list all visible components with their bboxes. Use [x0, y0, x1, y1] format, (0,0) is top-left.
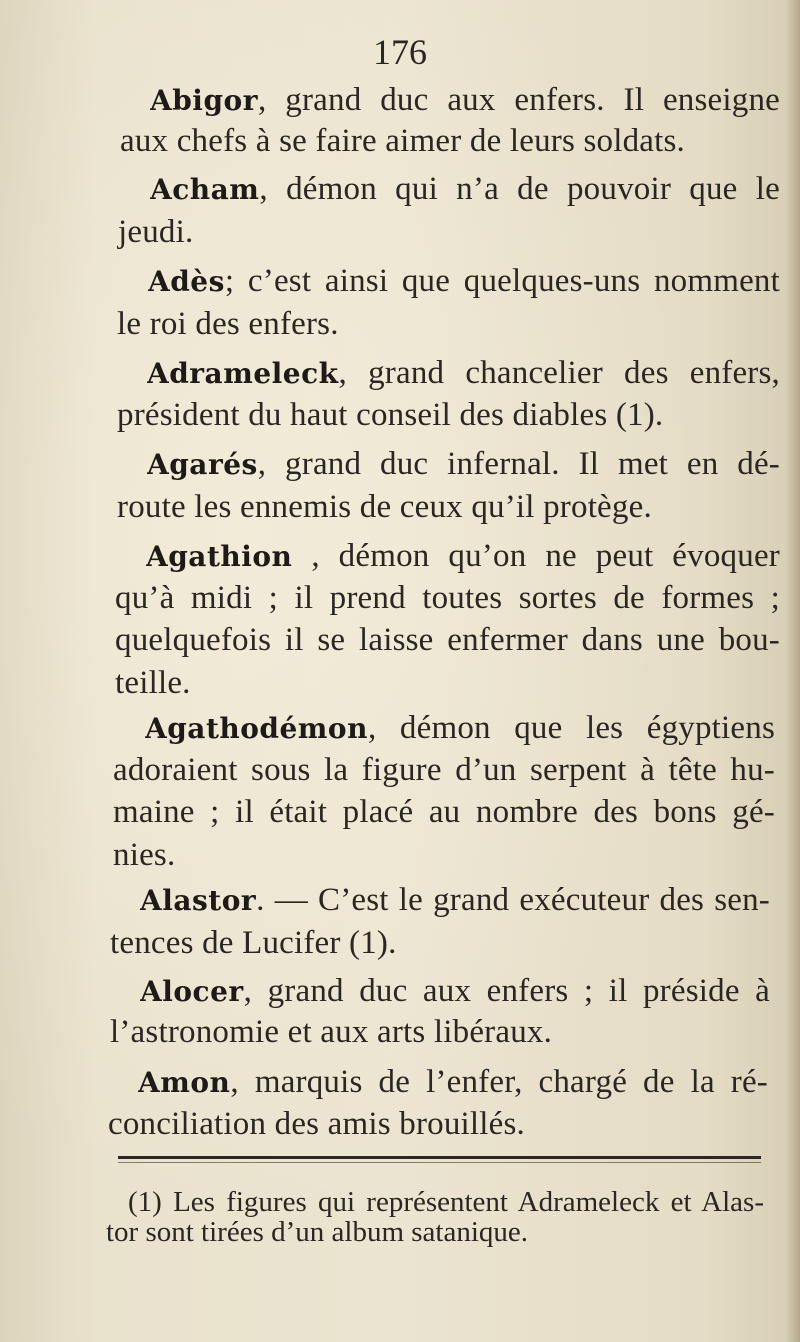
- entry-alocer-line-1: [140, 971, 770, 1011]
- entry-agathodemon-head: Agathodémon: [145, 712, 368, 745]
- entry-agathodemon-line-4: nies.: [113, 837, 176, 873]
- entry-agathion-line-1: [146, 536, 780, 576]
- entry-agathodemon-line-2: adoraient sous la figure d’un serpent à tête hu-: [113, 752, 775, 788]
- entry-agathion-line-2: qu’à midi ; il prend toutes sortes de formes ;: [115, 580, 780, 616]
- entry-adrameleck-line-1: [147, 353, 780, 393]
- page-number: 176: [373, 32, 427, 72]
- entry-alastor-head: Alastor: [140, 884, 257, 917]
- entry-acham-text-1: , démon qui n’a de pouvoir que le: [259, 171, 780, 207]
- footnote-rule-hairline: [118, 1162, 761, 1163]
- footnote-line-1: (1) Les figures qui représentent Adrameleck et Alas-: [128, 1186, 764, 1218]
- entry-acham-line-2: jeudi.: [118, 214, 194, 250]
- entry-abigor-line-2: aux chefs à se faire aimer de leurs soldats.: [120, 123, 685, 159]
- entry-abigor-text-1: , grand duc aux enfers. Il enseigne: [257, 82, 780, 118]
- entry-agares-text-1: , grand duc infernal. Il met en dé-: [257, 446, 780, 482]
- entry-alastor-text-1: . — C’est le grand exécuteur des sen-: [256, 882, 770, 918]
- entry-adrameleck-line-2: président du haut conseil des diables (1).: [117, 397, 664, 433]
- entry-agathion-line-4: teille.: [115, 665, 191, 701]
- entry-agathodemon-line-3: maine ; il était placé au nombre des bons gé-: [113, 794, 775, 830]
- entry-acham-line-1: [150, 169, 780, 209]
- entry-agathion-text-1: , démon qu’on ne peut évoquer: [292, 538, 780, 574]
- entry-agathion-line-3: quelquefois il se laisse enfermer dans une bou-: [115, 622, 780, 658]
- entry-agares-line-2: route les ennemis de ceux qu’il protège.: [117, 489, 652, 525]
- entry-ades-line-2: le roi des enfers.: [117, 306, 339, 342]
- entry-abigor-line-1: [150, 80, 780, 120]
- footnote-line-2: tor sont tirées d’un album satanique.: [106, 1216, 529, 1248]
- entry-alastor-line-1: [140, 880, 770, 920]
- entry-ades-text-1: ; c’est ainsi que quelques-uns nomment: [224, 263, 780, 299]
- entry-alocer-head: Alocer: [140, 975, 244, 1008]
- entry-abigor-head: Abigor: [150, 84, 258, 117]
- entry-agathion-head: Agathion: [146, 540, 293, 573]
- entry-agares-head: Agarés: [147, 448, 258, 481]
- entry-ades-head: Adès: [148, 265, 225, 298]
- entry-alocer-text-1: , grand duc aux enfers ; il préside à: [243, 973, 770, 1009]
- entry-adrameleck-head: Adrameleck: [147, 357, 339, 390]
- entry-alastor-line-2: tences de Lucifer (1).: [110, 925, 397, 961]
- entry-ades-line-1: [148, 261, 780, 301]
- entry-amon-line-1: [138, 1062, 768, 1102]
- entry-acham-head: Acham: [150, 173, 260, 206]
- entry-agares-line-1: [147, 444, 780, 484]
- footnote-rule: [118, 1156, 761, 1159]
- entry-alocer-line-2: l’astronomie et aux arts libéraux.: [110, 1014, 553, 1050]
- entry-agathodemon-text-1: , démon que les égyptiens: [367, 710, 775, 746]
- entry-amon-line-2: conciliation des amis brouillés.: [108, 1106, 525, 1142]
- entry-amon-text-1: , marquis de l’enfer, chargé de la ré-: [230, 1064, 768, 1100]
- entry-amon-head: Amon: [138, 1066, 231, 1099]
- entry-adrameleck-text-1: , grand chancelier des enfers,: [338, 355, 780, 391]
- entry-agathodemon-line-1: [145, 708, 775, 748]
